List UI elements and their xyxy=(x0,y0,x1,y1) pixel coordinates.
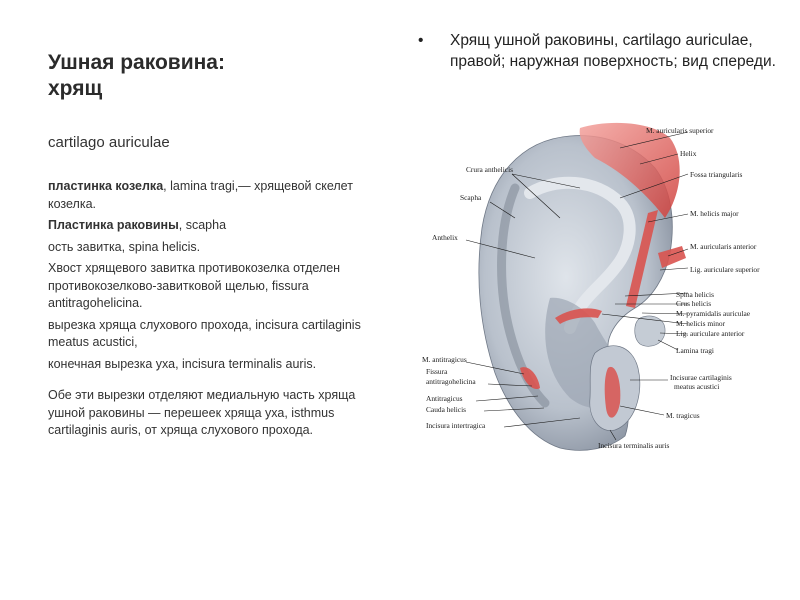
figure-caption-text: Хрящ ушной раковины, cartilago auriculae, правой; наружная поверхность; вид спереди. xyxy=(450,32,776,70)
label-incisurae-line-1: Incisurae cartilaginis xyxy=(670,373,732,382)
term-scapha: Пластинка раковины xyxy=(48,218,179,232)
ear-cartilage-illustration xyxy=(420,118,800,468)
label-m-helicis-minor: M. helicis minor xyxy=(676,319,726,328)
label-m-auricularis-anterior: M. auricularis anterior xyxy=(690,242,757,251)
slide-title-line-2: хрящ xyxy=(48,77,103,100)
label-antitragicus: Antitragicus xyxy=(426,394,463,403)
ear-cartilage-drawing xyxy=(420,118,800,468)
label-lig-auriculare-anterior: Lig. auriculare anterior xyxy=(676,329,745,338)
lamina-tragi-definition: , lamina tragi,— хрящевой скелет козелка. xyxy=(48,179,353,211)
scapha-definition: , scapha xyxy=(178,218,227,232)
term-lamina-tragi: пластинка козелка xyxy=(48,179,164,193)
slide-title xyxy=(48,50,388,102)
paragraph-scapha xyxy=(48,217,383,235)
slide-title-line-1: Ушная раковина: xyxy=(48,51,225,74)
label-spina-helicis: Spina helicis xyxy=(676,290,714,299)
paragraph-lamina-tragi xyxy=(48,178,383,213)
paragraph-fissura: Хвост хрящевого завитка противокозелка отделен противокозелково-завитковой щелью, fissura antitragohelicina. xyxy=(48,261,341,310)
label-fossa-triangularis: Fossa triangularis xyxy=(690,170,743,179)
description-text-block xyxy=(48,178,383,444)
label-incisurae-line-2: meatus acustici xyxy=(674,382,720,391)
label-fissura-line-2: antitragohelicina xyxy=(426,377,476,386)
paragraph-incisura-terminalis: конечная вырезка уха, incisura terminalis auris. xyxy=(48,356,317,371)
label-lamina-tragi: Lamina tragi xyxy=(676,346,714,355)
label-fissura-line-1: Fissura xyxy=(426,367,448,376)
label-scapha: Scapha xyxy=(460,193,482,202)
paragraph-spina-helicis: ость завитка, spina helicis. xyxy=(48,239,201,254)
label-anthelix: Anthelix xyxy=(432,233,458,242)
label-crura-anthelicis: Crura anthelicis xyxy=(466,165,513,174)
slide-subtitle: cartilago auriculae xyxy=(48,134,170,151)
label-crus-helicis: Crus helicis xyxy=(676,299,712,308)
bullet-icon: • xyxy=(418,32,424,49)
label-cauda-helicis: Cauda helicis xyxy=(426,405,467,414)
label-incisura-intertragica: Incisura intertragica xyxy=(426,421,486,430)
label-m-auricularis-superior: M. auricularis superior xyxy=(646,126,714,135)
paragraph-incisura-meatus: вырезка хряща слухового прохода, incisura cartilaginis meatus acustici, xyxy=(48,317,361,349)
label-m-helicis-major: M. helicis major xyxy=(690,209,739,218)
label-m-antitragicus: M. antitragicus xyxy=(422,355,467,364)
paragraph-isthmus: Обе эти вырезки отделяют медиальную часть хряща ушной раковины — перешеек хряща уха, isthmus cartilaginis auris, от хряща слухового прохода. xyxy=(48,388,356,437)
label-lig-auriculare-superior: Lig. auriculare superior xyxy=(690,265,760,274)
figure-caption-bullet xyxy=(418,30,788,72)
label-m-pyramidalis-auriculae: M. pyramidalis auriculae xyxy=(676,309,751,318)
leader-lamina-tragi xyxy=(658,340,678,350)
label-m-tragicus: M. tragicus xyxy=(666,411,700,420)
label-helix: Helix xyxy=(680,149,697,158)
label-incisura-terminalis-auris: Incisura terminalis auris xyxy=(598,441,670,450)
